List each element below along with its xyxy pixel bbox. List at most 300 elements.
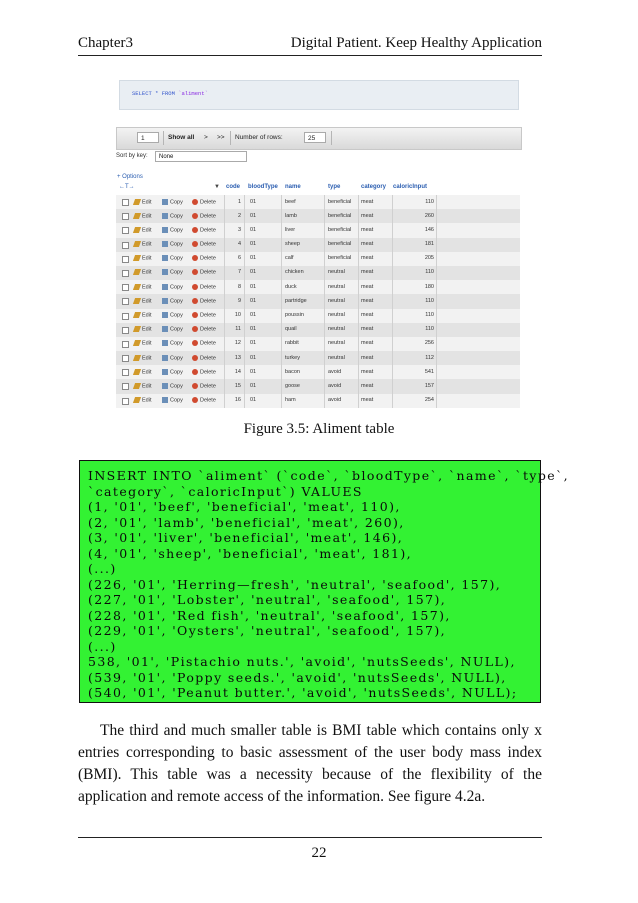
column-divider [358, 365, 359, 379]
edit-icon [133, 255, 141, 261]
copy-icon [162, 397, 168, 403]
cell-caloricinput: 254 [424, 397, 434, 404]
row-checkbox[interactable] [122, 270, 129, 277]
column-divider [324, 337, 325, 351]
cell-name: partridge [285, 297, 307, 304]
column-divider [436, 379, 437, 393]
column-divider [281, 266, 282, 280]
delete-action[interactable] [192, 355, 216, 361]
column-divider [436, 280, 437, 294]
column-divider [281, 309, 282, 323]
cell-type: beneficial [328, 241, 352, 248]
cell-caloricinput: 180 [424, 283, 434, 290]
copy-label: Copy [170, 284, 183, 291]
edit-icon [133, 269, 141, 275]
row-checkbox[interactable] [122, 256, 129, 263]
delete-action[interactable] [192, 326, 216, 332]
cell-type: avoid [328, 368, 342, 375]
cell-bloodtype: 01 [250, 368, 257, 375]
table-row [116, 266, 520, 280]
delete-icon [192, 355, 198, 361]
column-divider [224, 209, 225, 223]
table-row [116, 351, 520, 365]
edit-icon [133, 312, 141, 318]
edit-action[interactable] [134, 298, 151, 304]
edit-action[interactable] [134, 312, 151, 318]
code-line: INSERT INTO `aliment` (`code`, `bloodType`, `name`, `type`, [88, 468, 570, 483]
column-divider [436, 238, 437, 252]
delete-label: Delete [200, 255, 216, 262]
cell-category: meat [361, 312, 374, 318]
edit-label: Edit [142, 198, 152, 205]
cell-category: meat [361, 226, 374, 233]
column-header-name[interactable]: name [285, 184, 301, 190]
copy-label: Copy [170, 213, 183, 220]
copy-action[interactable] [162, 397, 183, 403]
copy-action[interactable] [162, 298, 183, 304]
code-line: (228, '01', 'Red fish', 'neutral', 'seafood', 157), [88, 607, 451, 623]
column-divider [281, 379, 282, 393]
column-divider [224, 195, 225, 209]
cell-bloodtype: 01 [250, 283, 257, 290]
column-divider [392, 195, 393, 209]
sql-code-listing [79, 460, 570, 703]
copy-label: Copy [170, 255, 183, 262]
column-divider [244, 309, 245, 323]
table-row [116, 280, 520, 294]
table-row [116, 209, 520, 223]
code-line: (227, '01', 'Lobster', 'neutral', 'seafood', 157), [88, 592, 447, 607]
cell-name: turkey [285, 354, 300, 361]
edit-icon [133, 355, 141, 361]
column-divider [244, 195, 245, 209]
cell-type: neutral [328, 326, 345, 333]
chapter-label: Chapter3 [78, 35, 133, 51]
column-divider [224, 394, 225, 408]
delete-action[interactable] [192, 213, 216, 219]
cell-code: 8 [237, 283, 241, 290]
cell-type: beneficial [328, 226, 352, 233]
cell-caloricinput: 256 [424, 340, 434, 347]
cell-code: 16 [234, 397, 241, 404]
column-divider [224, 294, 225, 308]
column-divider [324, 252, 325, 266]
copy-action[interactable] [162, 383, 183, 389]
cell-bloodtype: 01 [250, 212, 257, 219]
column-header-category[interactable]: category [361, 184, 387, 190]
edit-action[interactable] [134, 397, 151, 403]
column-divider [358, 309, 359, 323]
column-divider [358, 394, 359, 408]
column-divider [244, 252, 245, 266]
column-divider [392, 280, 393, 294]
copy-icon [162, 383, 168, 389]
column-divider [281, 238, 282, 252]
cell-category: meat [361, 283, 374, 290]
copy-action[interactable] [162, 340, 183, 346]
column-divider [281, 280, 282, 294]
cell-bloodtype: 01 [250, 382, 257, 389]
copy-icon [162, 255, 168, 261]
copy-icon [162, 284, 168, 290]
copy-action[interactable] [162, 284, 183, 290]
row-checkbox[interactable] [122, 383, 129, 390]
delete-action[interactable] [192, 269, 216, 275]
cell-type: beneficial [328, 255, 352, 262]
table-row [116, 394, 520, 408]
copy-label: Copy [170, 369, 183, 376]
copy-label: Copy [170, 241, 183, 248]
column-divider [392, 394, 393, 408]
delete-action[interactable] [192, 284, 216, 290]
copy-icon [162, 241, 168, 247]
edit-label: Edit [142, 326, 152, 333]
row-checkbox[interactable] [122, 213, 129, 220]
edit-action[interactable] [134, 284, 151, 290]
edit-action[interactable] [134, 340, 151, 346]
cell-type: neutral [328, 354, 345, 361]
cell-bloodtype: 01 [250, 326, 257, 333]
row-checkbox[interactable] [122, 341, 129, 348]
copy-label: Copy [170, 326, 183, 333]
table-row [116, 252, 520, 266]
cell-bloodtype: 01 [250, 198, 257, 205]
cell-code: 1 [237, 198, 241, 205]
column-divider [224, 280, 225, 294]
table-row [116, 365, 520, 379]
column-divider [324, 394, 325, 408]
delete-action[interactable] [192, 369, 216, 375]
edit-action[interactable] [134, 269, 151, 275]
column-divider [392, 323, 393, 337]
column-divider [244, 365, 245, 379]
column-divider [436, 223, 437, 237]
column-divider [244, 223, 245, 237]
cell-code: 13 [234, 354, 241, 361]
options-link[interactable]: + Options [117, 174, 143, 180]
column-divider [324, 195, 325, 209]
page-select[interactable]: 1 [137, 132, 159, 143]
column-divider [224, 223, 225, 237]
copy-action[interactable] [162, 355, 183, 361]
delete-icon [192, 298, 198, 304]
code-line: (2, '01', 'lamb', 'beneficial', 'meat', 260), [88, 514, 405, 530]
cell-bloodtype: 01 [250, 397, 257, 404]
row-checkbox[interactable] [122, 369, 129, 376]
cell-caloricinput: 112 [425, 354, 434, 361]
column-divider [436, 394, 437, 408]
copy-action[interactable] [162, 269, 183, 275]
delete-action[interactable] [192, 397, 216, 403]
row-checkbox[interactable] [122, 199, 129, 206]
edit-action[interactable] [134, 241, 151, 247]
delete-label: Delete [200, 312, 216, 319]
sql-query-box [119, 80, 519, 110]
edit-icon [133, 326, 141, 332]
column-divider [244, 351, 245, 365]
copy-action[interactable] [162, 199, 183, 205]
table-row [116, 195, 520, 209]
column-divider [324, 365, 325, 379]
delete-label: Delete [200, 355, 216, 362]
copy-icon [162, 355, 168, 361]
rows-select[interactable]: 25 [304, 132, 326, 143]
cell-category: meat [361, 326, 374, 333]
column-divider [224, 309, 225, 323]
row-checkbox[interactable] [122, 227, 129, 234]
row-checkbox[interactable] [122, 313, 129, 320]
delete-action[interactable] [192, 298, 216, 304]
sort-label: Sort by key: [116, 153, 148, 159]
cell-name: poussin [285, 312, 304, 318]
cell-code: 11 [235, 326, 241, 333]
edit-icon [133, 397, 141, 403]
cell-type: avoid [328, 382, 342, 389]
row-checkbox[interactable] [122, 398, 129, 405]
edit-action[interactable] [134, 199, 151, 205]
column-divider [358, 223, 359, 237]
row-checkbox[interactable] [122, 298, 129, 305]
pagination-bar [116, 127, 522, 150]
last-page-button[interactable]: >> [217, 134, 225, 141]
copy-icon [162, 298, 168, 304]
divider [230, 131, 231, 145]
table-row [116, 337, 520, 351]
copy-label: Copy [170, 227, 183, 234]
delete-label: Delete [200, 340, 216, 347]
sort-select[interactable]: None [155, 151, 247, 162]
column-divider [324, 351, 325, 365]
column-divider [281, 294, 282, 308]
footer-rule [78, 837, 542, 838]
delete-action[interactable] [192, 312, 216, 318]
code-line: (226, '01', 'Herring—fresh', 'neutral', 'seafood', 157), [88, 576, 502, 592]
code-line: (540, '01', 'Peanut butter.', 'avoid', 'nutsSeeds', NULL); [88, 685, 518, 700]
column-divider [224, 337, 225, 351]
cell-bloodtype: 01 [250, 255, 257, 262]
column-divider [244, 238, 245, 252]
column-divider [244, 379, 245, 393]
cell-category: meat [361, 382, 374, 389]
delete-icon [192, 213, 198, 219]
copy-label: Copy [170, 355, 183, 362]
delete-label: Delete [200, 198, 216, 205]
copy-label: Copy [170, 340, 183, 347]
cell-type: avoid [328, 397, 342, 404]
copy-action[interactable] [162, 241, 183, 247]
code-line: (...) [88, 561, 117, 576]
cell-caloricinput: 146 [424, 226, 434, 233]
cell-category: meat [361, 340, 374, 347]
edit-action[interactable] [134, 355, 151, 361]
delete-action[interactable] [192, 199, 216, 205]
column-divider [324, 309, 325, 323]
column-divider [436, 323, 437, 337]
edit-label: Edit [142, 340, 152, 347]
copy-icon [162, 269, 168, 275]
copy-action[interactable] [162, 312, 183, 318]
column-divider [358, 323, 359, 337]
delete-label: Delete [200, 298, 216, 305]
figure-caption: Figure 3.5: Aliment table [243, 421, 395, 437]
copy-action[interactable] [162, 369, 183, 375]
edit-label: Edit [142, 298, 152, 305]
column-divider [436, 365, 437, 379]
column-divider [436, 195, 437, 209]
column-divider [324, 238, 325, 252]
cell-code: 14 [234, 368, 241, 375]
cell-caloricinput: 110 [425, 198, 434, 205]
cell-bloodtype: 01 [250, 226, 257, 233]
delete-icon [192, 326, 198, 332]
cell-code: 4 [237, 241, 241, 248]
next-page-button[interactable]: > [204, 134, 208, 141]
cell-name: goose [285, 382, 300, 389]
table-row [116, 223, 520, 237]
row-checkbox[interactable] [122, 242, 129, 249]
column-header-caloricinput[interactable]: caloricInput [393, 184, 428, 190]
delete-label: Delete [200, 326, 216, 333]
column-divider [224, 379, 225, 393]
column-divider [358, 238, 359, 252]
copy-icon [162, 340, 168, 346]
cell-name: ham [285, 397, 296, 404]
cell-name: quail [285, 326, 297, 333]
edit-action[interactable] [134, 213, 151, 219]
edit-label: Edit [142, 355, 152, 362]
delete-label: Delete [200, 213, 216, 220]
cell-category: meat [361, 212, 374, 219]
copy-label: Copy [170, 198, 183, 205]
cell-caloricinput: 260 [424, 212, 434, 219]
edit-icon [133, 298, 141, 304]
delete-icon [192, 284, 198, 290]
column-header-bloodtype[interactable]: bloodType [248, 184, 278, 190]
cell-name: liver [285, 226, 296, 233]
edit-label: Edit [142, 255, 152, 262]
delete-label: Delete [200, 227, 216, 234]
cell-type: neutral [328, 297, 345, 304]
rows-label: Number of rows: [235, 134, 283, 141]
cell-caloricinput: 110 [425, 312, 434, 318]
column-divider [244, 394, 245, 408]
edit-action[interactable] [134, 326, 151, 332]
column-divider [436, 294, 437, 308]
cell-bloodtype: 01 [250, 312, 257, 318]
delete-action[interactable] [192, 383, 216, 389]
column-divider [392, 351, 393, 365]
column-divider [224, 323, 225, 337]
cell-name: sheep [285, 241, 300, 248]
delete-action[interactable] [192, 340, 216, 346]
table-body [116, 195, 520, 408]
copy-label: Copy [170, 383, 183, 390]
column-divider [392, 294, 393, 308]
cell-category: meat [361, 368, 374, 375]
delete-icon [192, 369, 198, 375]
cell-caloricinput: 157 [424, 382, 434, 389]
edit-label: Edit [142, 397, 152, 404]
delete-action[interactable] [192, 241, 216, 247]
column-divider [324, 323, 325, 337]
delete-icon [192, 241, 198, 247]
row-checkbox[interactable] [122, 355, 129, 362]
copy-action[interactable] [162, 255, 183, 261]
delete-action[interactable] [192, 255, 216, 261]
column-divider [358, 337, 359, 351]
running-title: Digital Patient. Keep Healthy Application [290, 35, 542, 51]
edit-icon [133, 284, 141, 290]
edit-label: Edit [142, 227, 152, 234]
cell-caloricinput: 110 [425, 326, 434, 333]
delete-action[interactable] [192, 227, 216, 233]
code-line: (229, '01', 'Oysters', 'neutral', 'seafood', 157), [88, 623, 447, 638]
delete-label: Delete [200, 369, 216, 376]
show-all-button[interactable]: Show all [168, 134, 195, 141]
column-divider [392, 365, 393, 379]
column-divider [358, 351, 359, 365]
column-divider [281, 337, 282, 351]
body-paragraph: The third and much smaller table is BMI table which contains only x entries corresponding to basic assessment of the user body mass index (BMI). This table was a necessity because of the flexibility of the application and remote access of the information. See figure 4.2a. [78, 722, 542, 805]
copy-action[interactable] [162, 227, 183, 233]
column-arrows[interactable]: ←T→ [119, 184, 135, 190]
column-divider [281, 223, 282, 237]
cell-category: meat [361, 397, 374, 404]
copy-action[interactable] [162, 326, 183, 332]
cell-name: rabbit [285, 340, 299, 347]
cell-category: meat [361, 241, 374, 248]
row-checkbox[interactable] [122, 284, 129, 291]
sort-triangle-icon[interactable]: ▼ [214, 184, 220, 190]
cell-category: meat [361, 297, 374, 304]
column-divider [358, 280, 359, 294]
column-divider [281, 252, 282, 266]
cell-name: chicken [285, 269, 304, 276]
column-divider [281, 394, 282, 408]
divider [163, 131, 164, 145]
cell-name: beef [285, 198, 296, 205]
column-divider [324, 379, 325, 393]
cell-code: 7 [237, 269, 241, 276]
copy-label: Copy [170, 397, 183, 404]
edit-action[interactable] [134, 227, 151, 233]
column-header-type[interactable]: type [328, 184, 341, 190]
column-divider [244, 209, 245, 223]
page-header [78, 33, 542, 56]
cell-caloricinput: 541 [424, 368, 434, 375]
column-divider [392, 252, 393, 266]
column-divider [436, 209, 437, 223]
column-divider [392, 266, 393, 280]
copy-icon [162, 369, 168, 375]
column-divider [224, 252, 225, 266]
delete-icon [192, 227, 198, 233]
column-divider [224, 365, 225, 379]
row-checkbox[interactable] [122, 327, 129, 334]
cell-code: 9 [237, 297, 241, 304]
edit-icon [133, 213, 141, 219]
edit-label: Edit [142, 269, 152, 276]
edit-action[interactable] [134, 369, 151, 375]
sql-table: `aliment` [178, 90, 208, 97]
edit-label: Edit [142, 213, 152, 220]
column-header-code[interactable]: code [226, 184, 241, 190]
column-divider [392, 238, 393, 252]
copy-action[interactable] [162, 213, 183, 219]
edit-action[interactable] [134, 383, 151, 389]
edit-action[interactable] [134, 255, 151, 261]
cell-code: 12 [234, 340, 241, 347]
